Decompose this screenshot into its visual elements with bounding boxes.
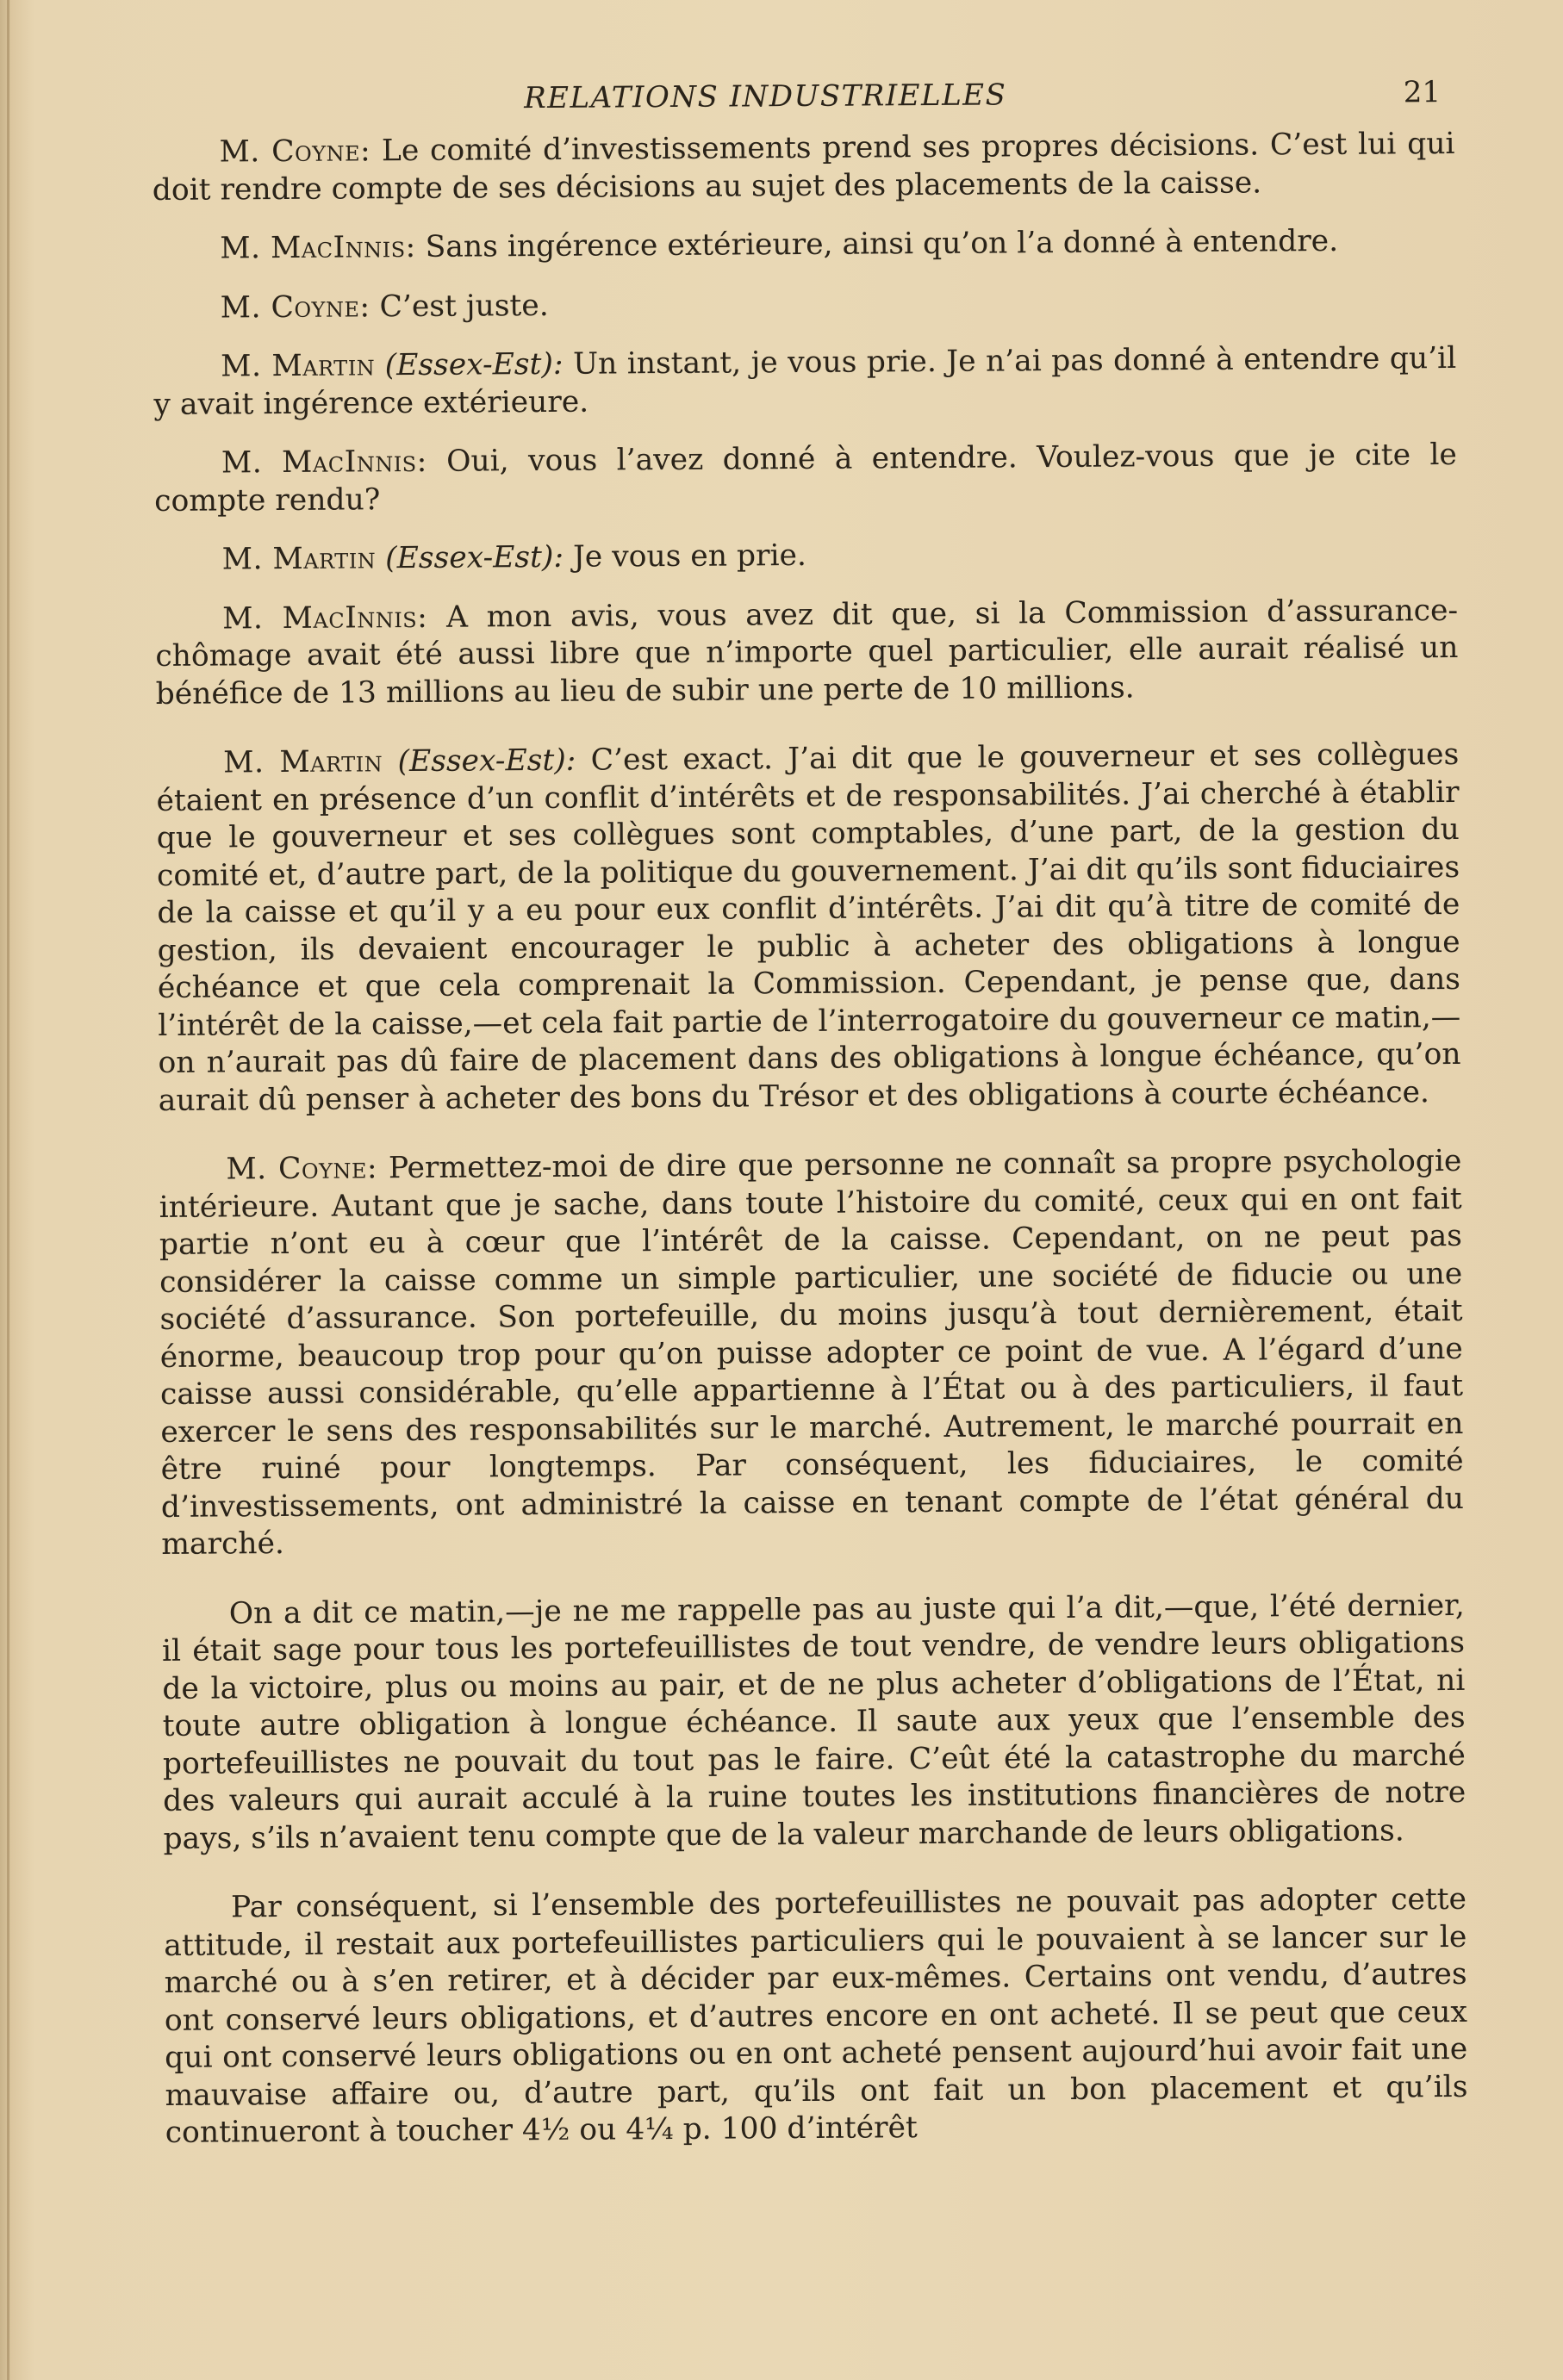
paragraph-text: Permettez-moi de dire que personne ne connaît sa propre psychologie intérieure. Autant que je sache, dans toute l’histoire du comité, ceux qui en ont fait partie n’ont eu à cœur que l’intérêt de la caisse. Cependant, on ne peut pas considérer la caisse comme un simple particulier, une société de fiducie ou une société d’assurance. Son portefeuille, du moins jusqu’à tout dernièrement, était énorme, beaucoup trop pour qu’on puisse adopter ce point de vue. A l’égard d’une caisse aussi considérable, qu’elle appartienne à l’État ou à des particuliers, il faut exercer le sens des responsabilités sur le marché. Autrement, le marché pourrait en être ruiné pour longtemps. Par conséquent, les fiduciaires, le comité d’investissements, ont administré la caisse en tenant compte de l’état général du marché. — [159, 1143, 1465, 1562]
paragraph-text: Sans ingérence extérieure, ainsi qu’on l’a donné à entendre. — [425, 223, 1339, 264]
paragraph — [153, 222, 1455, 269]
paragraph-text: On a dit ce matin,—je ne me rappelle pas au juste qui l’a dit,—que, l’été dernier, il était sage pour tous les portefeuillistes de tout vendre, de vendre leurs obligations de la victoire, plus ou moins au pair, et de ne plus acheter d’obligations de l’État, ni toute autre obligation à longue échéance. Il saute aux yeux que l’ensemble des portefeuillistes ne pouvait du tout pas le faire. C’eût été la catastrophe du marché des valeurs qui aurait acculé à la ruine toutes les institutions financières de notre pays, s’ils n’avaient tenu compte que de la valeur marchande de leurs obligations. — [161, 1588, 1466, 1856]
speaker-name: M. Martin — [223, 744, 383, 780]
page-number: 21 — [1403, 75, 1442, 110]
speaker-name: M. Coyne: — [220, 289, 371, 325]
paragraph-text: Un instant, je vous prie. Je n’ai pas donné à entendre qu’il y avait ingérence extérieure. — [153, 340, 1457, 422]
speaker-riding: (Essex-Est): — [384, 346, 564, 383]
speaker-riding: (Essex-Est): — [385, 539, 564, 576]
paragraph-text: Oui, vous l’avez donné à entendre. Voulez-vous que je cite le compte rendu? — [154, 437, 1458, 519]
paragraph — [153, 340, 1457, 424]
page-header — [152, 74, 1454, 134]
paragraph — [164, 1881, 1468, 2153]
page-content — [152, 74, 1468, 2173]
paragraph — [155, 533, 1458, 580]
paragraph — [155, 592, 1459, 713]
paragraph-text: Par conséquent, si l’ensemble des portefeuillistes ne pouvait pas adopter cette attitude, il restait aux portefeuillistes particuliers qui le pouvaient à se lancer sur le marché ou à s’en retirer, et à décider par eux-mêmes. Certains ont vendu, d’autres ont conservé leurs obligations, et d’autres encore en ont acheté. Il se peut que ceux qui ont conservé leurs obligations ou en ont acheté pensent aujourd’hui avoir fait une mauvaise affaire ou, d’autre part, qu’ils ont fait un bon placement et qu’ils continueront à toucher 4½ ou 4¼ p. 100 d’intérêt — [164, 1881, 1468, 2150]
paragraph — [159, 1143, 1464, 1564]
speaker-name: M. Coyne: — [226, 1151, 378, 1187]
speaker-name: M. Martin — [221, 348, 376, 384]
speaker-name: M. Coyne: — [219, 134, 371, 170]
paragraph-text: Je vous en prie. — [572, 538, 807, 575]
paragraph — [154, 437, 1458, 520]
speaker-name: M. MacInnis: — [221, 600, 428, 636]
paragraph-text: C’est juste. — [379, 288, 549, 324]
speaker-riding: (Essex-Est): — [397, 743, 576, 780]
paragraph-text: Le comité d’investissements prend ses propres décisions. C’est lui qui doit rendre compte de ses décisions au sujet des placements de la caisse. — [152, 126, 1455, 208]
paragraph-text: C’est exact. J’ai dit que le gouverneur et ses collègues étaient en présence d’un conflit d’intérêts et de responsabilités. J’ai cherché à établir que le gouverneur et ses collègues sont comptables, d’une part, de la gestion du comité et, d’autre part, de la politique du gouvernement. J’ai dit qu’ils sont fiduciaires de la caisse et qu’il y a eu pour eux conflit d’intérêts. J’ai dit qu’à titre de comité de gestion, ils devaient encourager le public à acheter des obligations à longue échéance et que cela comprenait la Commission. Cependant, je pense que, dans l’intérêt de la caisse,—et cela fait partie de l’interrogatoire du gouverneur ce matin,—on n’aurait pas dû faire de placement dans des obligations à longue échéance, qu’on aurait dû penser à acheter des bons du Trésor et des obligations à courte échéance. — [156, 736, 1461, 1118]
running-head: RELATIONS INDUSTRIELLES — [523, 78, 1007, 116]
page-binding-edge — [7, 0, 9, 2380]
paragraph — [156, 736, 1461, 1120]
paragraph — [153, 281, 1456, 327]
speaker-name: M. MacInnis: — [221, 444, 427, 481]
speaker-name: M. Martin — [221, 541, 377, 577]
paragraph-text: A mon avis, vous avez dit que, si la Commission d’assurance-chômage avait été aussi libre que n’importe quel particulier, elle aurait réalisé un bénéfice de 13 millions au lieu de subir une perte de 10 millions. — [155, 593, 1459, 712]
paragraph — [162, 1587, 1466, 1858]
speaker-name: M. MacInnis: — [220, 229, 416, 266]
paragraph — [152, 126, 1455, 209]
